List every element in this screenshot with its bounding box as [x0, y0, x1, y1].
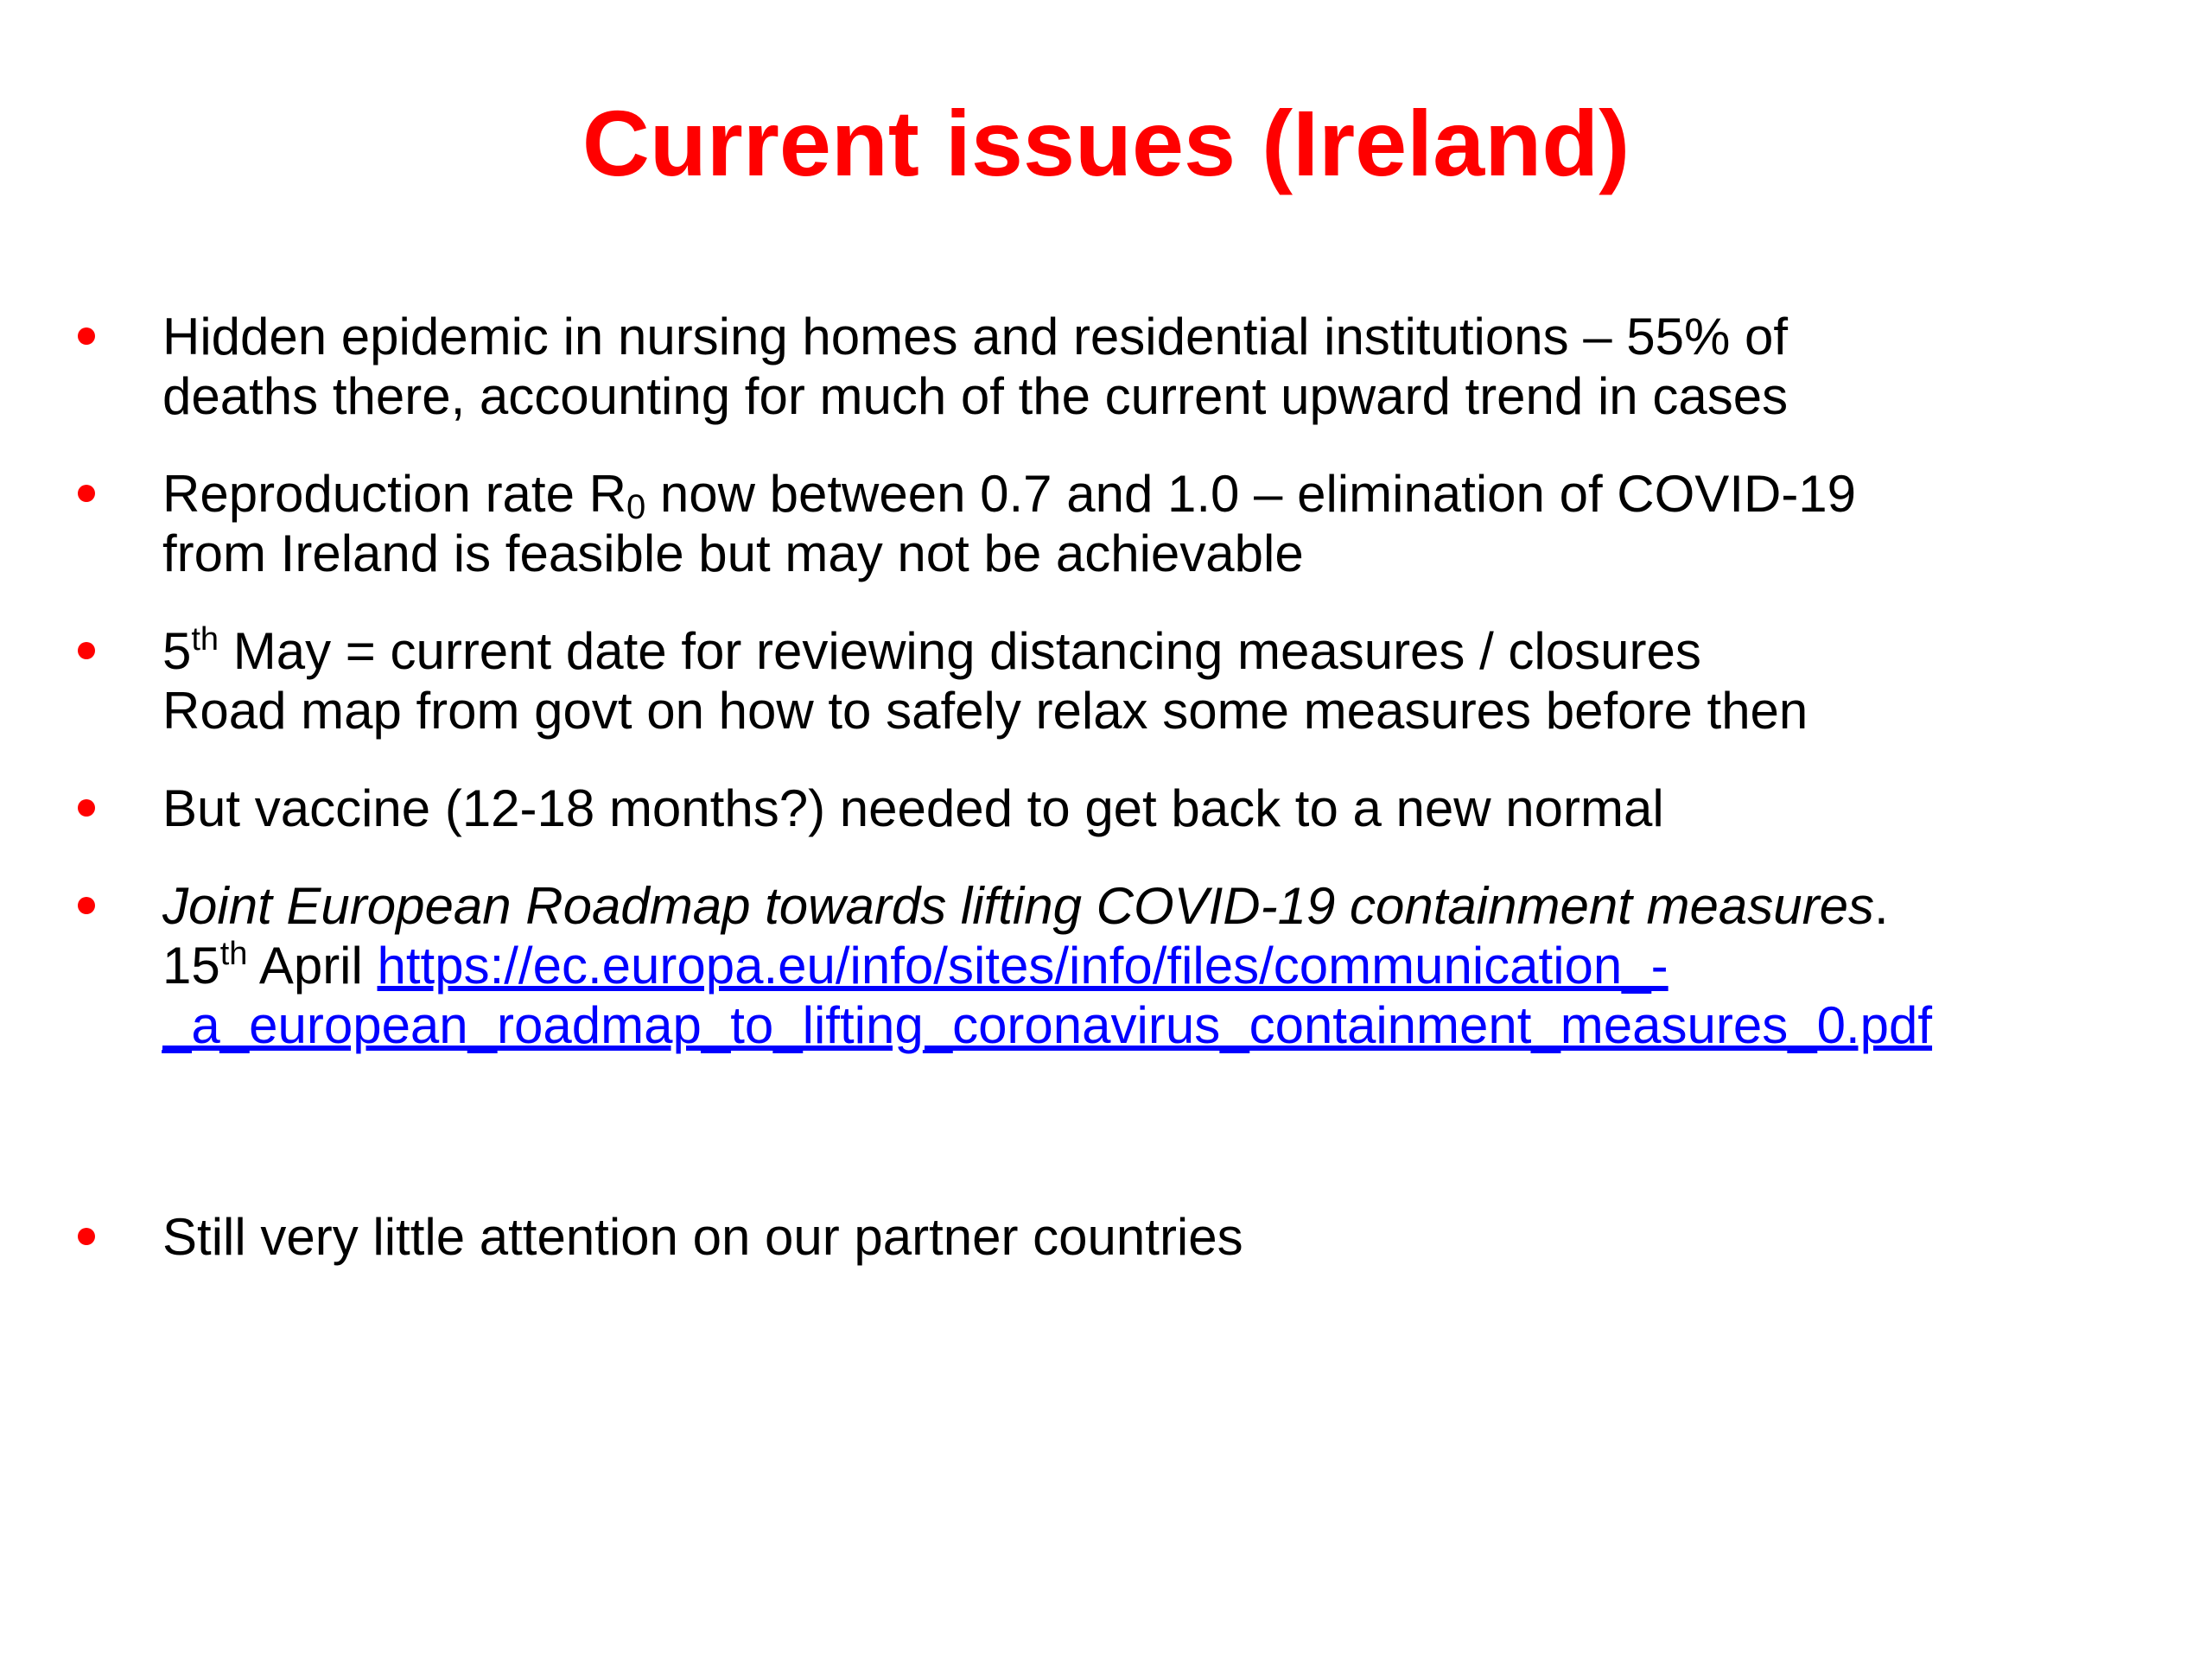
slide-title: Current issues (Ireland)	[582, 91, 1630, 195]
bullet-text	[162, 876, 2150, 1055]
bullet-text-segment: Reproduction rate R	[162, 465, 626, 523]
bullet-line: Still very little attention on our partner countries	[162, 1208, 1243, 1266]
subscript: 0	[626, 488, 646, 526]
bullet-text-segment: 5	[162, 622, 192, 680]
bullet-text-segment: now between 0.7 and 1.0 – elimination of COVID-19	[645, 465, 1857, 523]
bullet-text	[162, 307, 2150, 426]
bullet-line	[162, 464, 2150, 524]
roadmap-link-continued[interactable]: _a_european_roadmap_to_lifting_coronavirus_containment_measures_0.pdf	[162, 996, 1933, 1054]
bullet-line	[162, 936, 2150, 995]
bullet-line	[162, 876, 2150, 936]
bullet-dot-icon	[78, 327, 95, 345]
bullet-dot-icon	[78, 1228, 95, 1245]
bullet-dot-icon	[78, 897, 95, 914]
bullet-text	[162, 779, 2150, 838]
roadmap-link[interactable]: https://ec.europa.eu/info/sites/info/files/communication_-	[377, 937, 1669, 995]
bullet-line: Hidden epidemic in nursing homes and residential institutions – 55% of	[162, 308, 1789, 365]
bullet-text-segment: 15	[162, 937, 220, 995]
superscript: th	[191, 621, 219, 658]
bullet-line	[162, 995, 2150, 1055]
bullet-text	[162, 621, 2150, 741]
bullet-line: Road map from govt on how to safely relax some measures before then	[162, 682, 1808, 740]
bullet-text-segment: April	[247, 937, 378, 995]
bullet-text-segment: May = current date for reviewing distancing measures / closures	[219, 622, 1701, 680]
bullet-line: But vaccine (12-18 months?) needed to get back to a new normal	[162, 779, 1664, 837]
bullet-dot-icon	[78, 799, 95, 817]
bullet-line: from Ireland is feasible but may not be achievable	[162, 524, 1304, 582]
bullet-text	[162, 464, 2150, 583]
superscript: th	[219, 936, 248, 972]
bullet-dot-icon	[78, 642, 95, 659]
bullet-line: deaths there, accounting for much of the current upward trend in cases	[162, 367, 1789, 425]
bullet-text	[162, 1207, 2150, 1267]
bullet-dot-icon	[78, 485, 95, 502]
document-title: Joint European Roadmap towards lifting COVID-19 containment measures	[162, 877, 1874, 935]
bullet-line	[162, 621, 2150, 681]
bullet-text-segment: .	[1874, 877, 1889, 935]
